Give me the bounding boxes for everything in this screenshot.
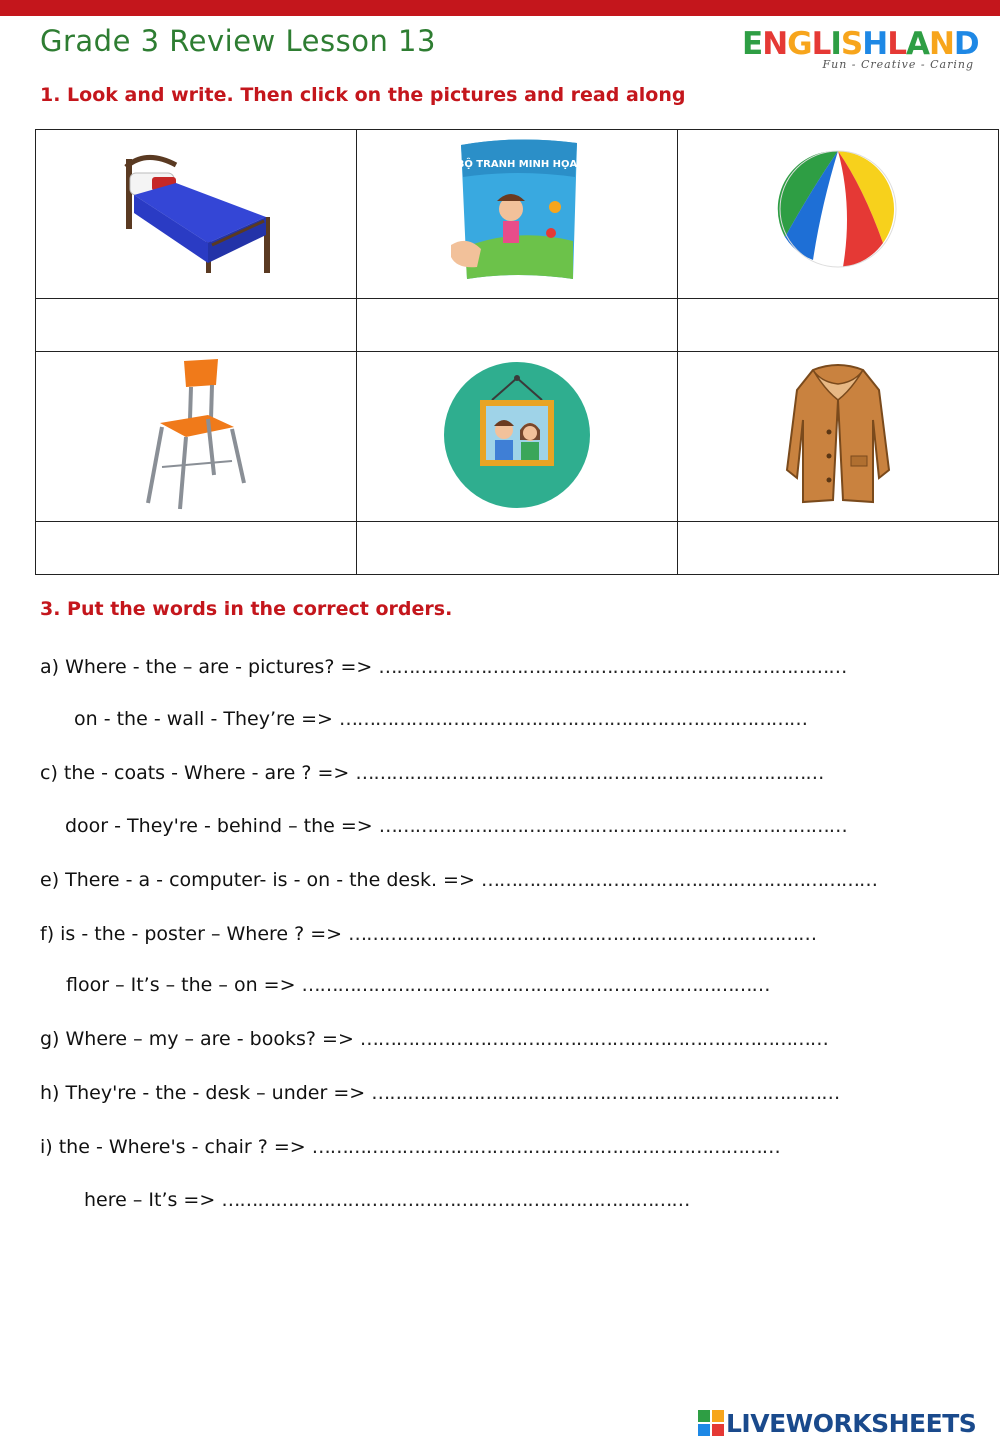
exercise-prompt: e) There - a - computer- is - on - the desk. => (40, 869, 475, 891)
section3-heading: 3. Put the words in the correct orders. (40, 598, 453, 620)
ball-icon (773, 147, 903, 277)
picture-cell-coat[interactable] (678, 352, 999, 522)
exercise-answer-input[interactable] (339, 702, 811, 734)
liveworksheets-logo-icon (698, 1410, 724, 1436)
exercise-line (40, 923, 816, 945)
logo-letter: I (830, 26, 841, 62)
picture-frame-icon (442, 360, 592, 510)
exercise-prompt: door - They're - behind – the => (65, 815, 373, 837)
picture-table (35, 129, 999, 575)
exercise-prompt: i) the - Where's - chair ? => (40, 1136, 306, 1158)
answer-cell-3 (678, 299, 999, 352)
answer-dotted-line: ………………………………………………………… (481, 869, 877, 891)
exercise-line (65, 815, 847, 837)
answer-cell-5 (357, 522, 678, 575)
exercise-prompt: on - the - wall - They’re => (74, 708, 333, 730)
answer-cell-1 (36, 299, 357, 352)
chair-icon (136, 357, 256, 512)
exercise-line (40, 656, 846, 678)
top-accent-bar (0, 0, 1000, 16)
answer-dotted-line: …………………………………………………………………… (348, 923, 816, 945)
picture-cell-poster[interactable] (357, 130, 678, 299)
answer-dotted-line: …………………………………………………………………… (302, 974, 770, 996)
page-title: Grade 3 Review Lesson 13 (40, 24, 436, 58)
footer-brand-text: LIVEWORKSHEETS (726, 1408, 977, 1438)
answer-dotted-line: …………………………………………………………………… (379, 815, 847, 837)
exercise-answer-input[interactable] (371, 1076, 843, 1108)
exercise-answer-input[interactable] (221, 1183, 693, 1215)
logo-letter: N (762, 26, 788, 62)
picture-cell-bed[interactable] (36, 130, 357, 299)
poster-title: BỘ TRANH MINH HỌA (456, 159, 578, 170)
exercise-prompt: floor – It’s – the – on => (66, 974, 296, 996)
logo-letter: G (787, 26, 812, 62)
bed-icon (116, 147, 276, 277)
exercise-line (74, 708, 807, 730)
exercise-answer-input[interactable] (355, 756, 827, 788)
exercise-answer-input[interactable] (302, 968, 774, 1000)
exercise-line (40, 762, 823, 784)
exercise-line (40, 1028, 828, 1050)
exercise-line (66, 974, 770, 996)
exercise-answer-input[interactable] (348, 917, 820, 949)
answer-dotted-line: …………………………………………………………………… (378, 656, 846, 678)
answer-dotted-line: …………………………………………………………………… (339, 708, 807, 730)
logo-wordmark (742, 26, 979, 62)
exercise-answer-input[interactable] (312, 1130, 784, 1162)
answer-dotted-line: …………………………………………………………………… (221, 1189, 689, 1211)
answer-input-4[interactable] (40, 527, 351, 569)
exercise-line (40, 1082, 839, 1104)
coat-icon (783, 360, 893, 510)
logo-tagline: Fun - Creative - Caring (822, 58, 974, 71)
exercise-prompt: f) is - the - poster – Where ? => (40, 923, 343, 945)
logo-letter: A (905, 26, 929, 62)
exercise-answer-input[interactable] (379, 809, 851, 841)
exercise-answer-input[interactable] (481, 863, 881, 895)
picture-cell-picture-frame[interactable] (357, 352, 678, 522)
answer-input-1[interactable] (40, 304, 351, 346)
logo-letter: H (862, 26, 888, 62)
exercise-prompt: h) They're - the - desk – under => (40, 1082, 366, 1104)
logo-letter: L (887, 26, 906, 62)
exercise-answer-input[interactable] (360, 1022, 832, 1054)
exercise-line (40, 869, 877, 891)
answer-cell-4 (36, 522, 357, 575)
answer-cell-2 (357, 299, 678, 352)
englishland-logo (742, 26, 979, 82)
answer-input-5[interactable] (361, 527, 672, 569)
answer-cell-6 (678, 522, 999, 575)
logo-letter: E (742, 26, 763, 62)
exercise-answer-input[interactable] (378, 650, 850, 682)
answer-dotted-line: …………………………………………………………………… (360, 1028, 828, 1050)
exercise-prompt: g) Where – my – are - books? => (40, 1028, 354, 1050)
answer-dotted-line: …………………………………………………………………… (312, 1136, 780, 1158)
liveworksheets-brand (698, 1406, 976, 1440)
exercise-line (84, 1189, 689, 1211)
answer-input-3[interactable] (682, 304, 993, 346)
exercise-prompt: here – It’s => (84, 1189, 216, 1211)
exercise-line (40, 1136, 780, 1158)
answer-dotted-line: …………………………………………………………………… (371, 1082, 839, 1104)
picture-cell-ball[interactable] (678, 130, 999, 299)
picture-cell-chair[interactable] (36, 352, 357, 522)
exercise-prompt: a) Where - the – are - pictures? => (40, 656, 373, 678)
poster-icon (447, 137, 587, 287)
answer-input-6[interactable] (682, 527, 993, 569)
logo-letter: D (953, 26, 979, 62)
logo-letter: S (840, 26, 863, 62)
answer-input-2[interactable] (361, 304, 672, 346)
answer-dotted-line: …………………………………………………………………… (355, 762, 823, 784)
logo-letter: N (928, 26, 954, 62)
section1-heading: 1. Look and write. Then click on the pictures and read along (40, 84, 686, 106)
logo-letter: L (811, 26, 831, 62)
exercise-prompt: c) the - coats - Where - are ? => (40, 762, 350, 784)
